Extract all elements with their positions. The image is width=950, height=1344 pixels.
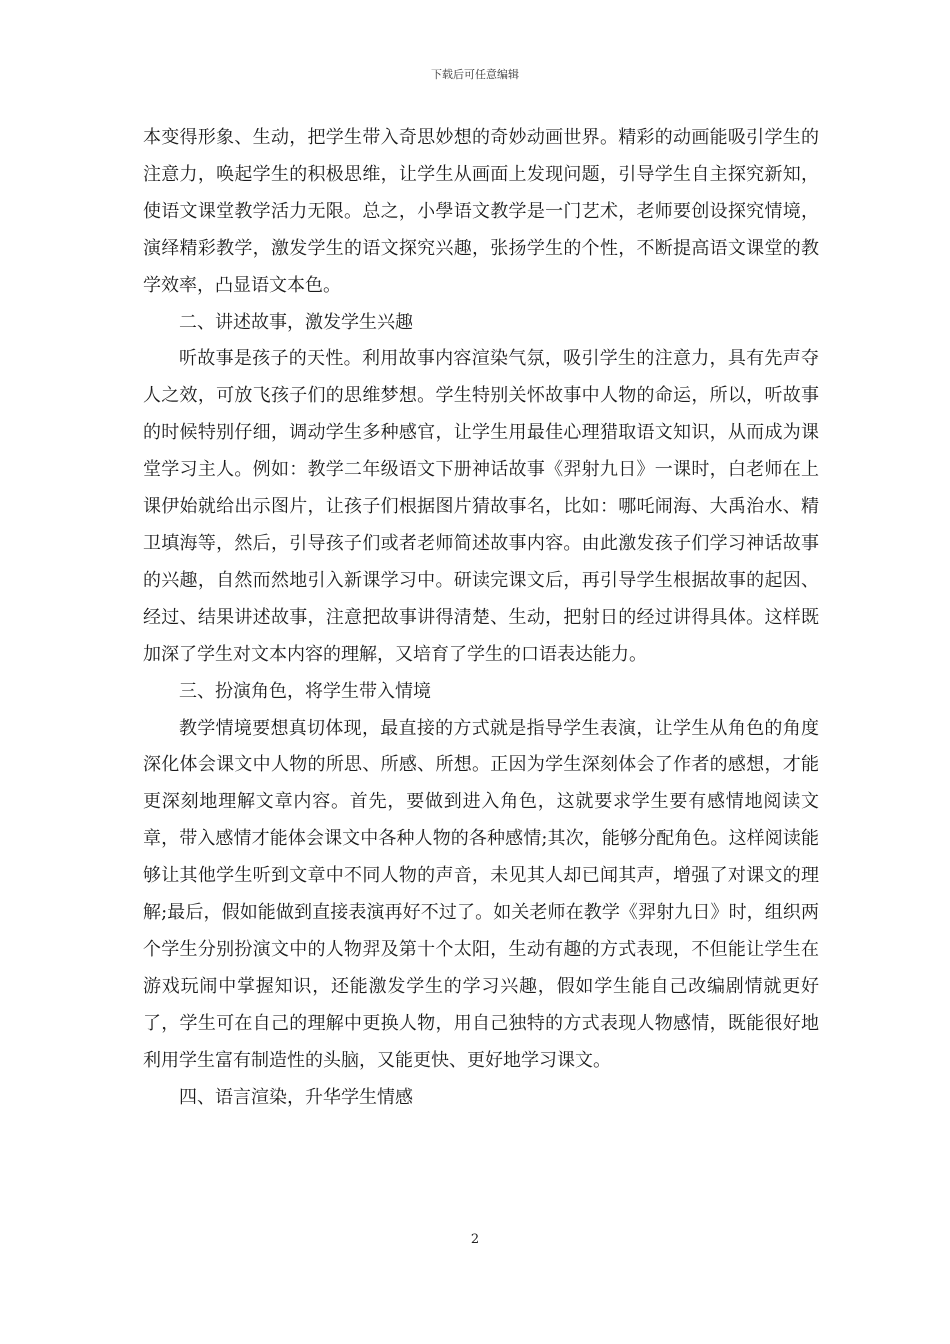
section-heading-3: 三、扮演角色，将学生带入情境 (179, 680, 431, 702)
section-heading-2: 二、讲述故事，激发学生兴趣 (179, 311, 413, 333)
paragraph-continuation: 本变得形象、生动，把学生带入奇思妙想的奇妙动画世界。精彩的动画能吸引学生的注意力，唤起学生的积极思维，让学生从画面上发现问题，引导学生自主探究新知，使语文课堂教学活力无限。总之，小學语文教学是一门艺术，老师要创设探究情境，演绎精彩教学，激发学生的语文探究兴趣，张扬学生的个性，不断提高语文课堂的教学效率，凸显语文本色。 (143, 127, 819, 296)
page-header: 下载后可任意编辑 (431, 68, 519, 81)
paragraph-storytelling: 听故事是孩子的天性。利用故事内容渲染气氛，吸引学生的注意力，具有先声夺人之效，可放飞孩子们的思维梦想。学生特别关怀故事中人物的命运，所以，听故事的时候特别仔细，调动学生多种感官，让学生用最佳心理猎取语文知识，从而成为课堂学习主人。例如：教学二年级语文下册神话故事《羿射九日》一课时，白老师在上课伊始就给出示图片，让孩子们根据图片猜故事名，比如：哪吒闹海、大禹治水、精卫填海等，然后，引导孩子们或者老师简述故事内容。由此激发孩子们学习神话故事的兴趣，自然而然地引入新课学习中。研读完课文后，再引导学生根据故事的起因、经过、结果讲述故事，注意把故事讲得清楚、生动，把射日的经过讲得具体。这样既加深了学生对文本内容的理解，又培育了学生的口语表达能力。 (143, 348, 819, 665)
document-body (143, 120, 819, 1116)
paragraph-role-play: 教学情境要想真切体现，最直接的方式就是指导学生表演，让学生从角色的角度深化体会课文中人物的所思、所感、所想。正因为学生深刻体会了作者的感想，才能更深刻地理解文章内容。首先，要做到进入角色，这就要求学生要有感情地阅读文章，带入感情才能体会课文中各种人物的各种感情;其次，能够分配角色。这样阅读能够让其他学生听到文章中不同人物的声音，未见其人却已闻其声，增强了对课文的理解;最后，假如能做到直接表演再好不过了。如关老师在教学《羿射九日》时，组织两个学生分别扮演文中的人物羿及第十个太阳，生动有趣的方式表现，不但能让学生在游戏玩闹中掌握知识，还能激发学生的学习兴趣，假如学生能自己改编剧情就更好了，学生可在自己的理解中更换人物，用自己独特的方式表现人物感情，既能很好地利用学生富有制造性的头脑，又能更快、更好地学习课文。 (143, 717, 819, 1071)
page-number: 2 (470, 1232, 480, 1247)
section-heading-4: 四、语言渲染，升华学生情感 (179, 1086, 413, 1108)
